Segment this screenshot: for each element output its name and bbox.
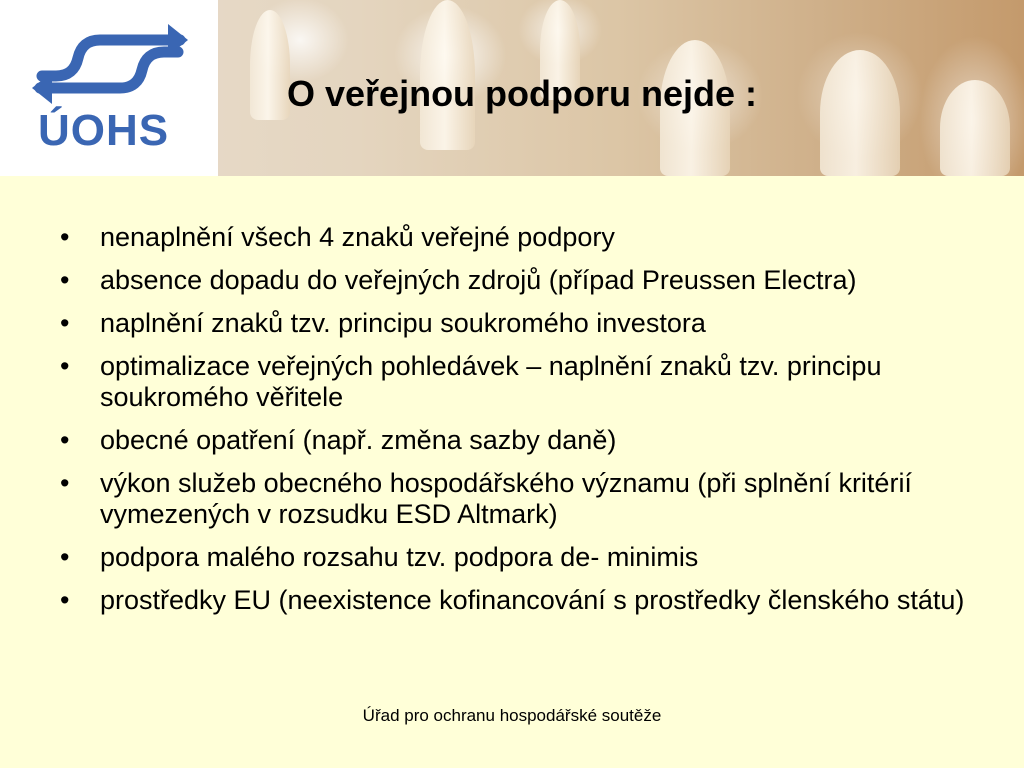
list-item-text: prostředky EU (neexistence kofinancování s prostředky členského státu) (100, 585, 965, 615)
double-arrow-logo-icon (30, 18, 190, 108)
chess-piece-image (250, 10, 290, 120)
footer-text: Úřad pro ochranu hospodářské soutěže (362, 706, 662, 725)
list-item-text: absence dopadu do veřejných zdrojů (případ Preussen Electra) (100, 265, 857, 295)
bullet-icon: • (60, 265, 70, 295)
list-item (55, 585, 975, 616)
chess-piece-image (820, 50, 900, 176)
list-item (55, 222, 975, 253)
logo (0, 0, 218, 176)
logo-text: ÚOHS (38, 106, 170, 155)
list-item-text: výkon služeb obecného hospodářského významu (při splnění kritérií vymezených v rozsudku ESD Altmark) (100, 468, 912, 529)
bullet-list (55, 222, 975, 628)
bullet-icon: • (60, 585, 70, 615)
list-item (55, 265, 975, 296)
slide-title: O veřejnou podporu nejde : (287, 73, 758, 114)
list-item (55, 425, 975, 456)
list-item (55, 308, 975, 339)
bullet-icon: • (60, 351, 70, 381)
bullet-icon: • (60, 468, 70, 498)
list-item-text: naplnění znaků tzv. principu soukromého investora (100, 308, 706, 338)
bullet-icon: • (60, 425, 70, 455)
list-item-text: obecné opatření (např. změna sazby daně) (100, 425, 617, 455)
bullet-icon: • (60, 222, 70, 252)
list-item (55, 351, 975, 413)
bullet-icon: • (60, 308, 70, 338)
list-item-text: optimalizace veřejných pohledávek – naplnění znaků tzv. principu soukromého věřitele (100, 351, 882, 412)
list-item-text: podpora malého rozsahu tzv. podpora de- minimis (100, 542, 699, 572)
chess-piece-image (940, 80, 1010, 176)
list-item (55, 468, 975, 530)
header-banner (0, 0, 1024, 176)
list-item-text: nenaplnění všech 4 znaků veřejné podpory (100, 222, 615, 252)
bullet-icon: • (60, 542, 70, 572)
list-item (55, 542, 975, 573)
